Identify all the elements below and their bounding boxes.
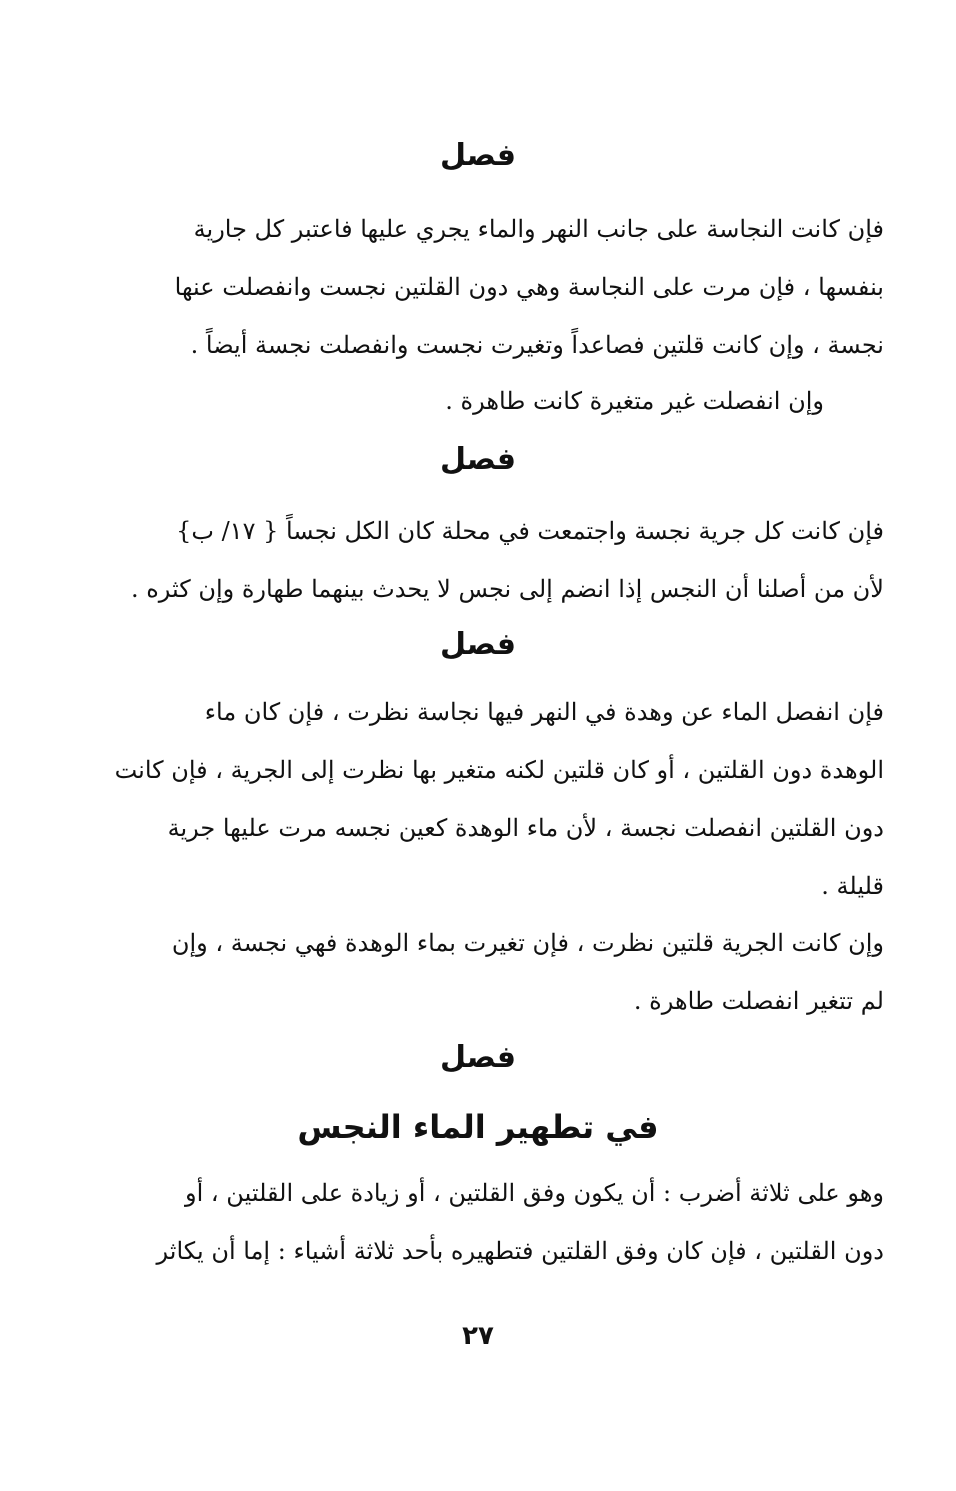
page-number: ٢٧ [462, 1321, 494, 1351]
text-line: فإن كانت كل جرية نجسة واجتمعت في محلة كان الكل نجساً { ١٧/ ب} [176, 517, 884, 545]
section-heading: فصل [440, 442, 516, 477]
text-line: دون القلتين انفصلت نجسة ، لأن ماء الوهدة كعين نجسه مرت عليها جرية [167, 814, 884, 842]
paragraph-6 [94, 1164, 884, 1280]
paragraph-5 [94, 914, 884, 1030]
text-line: قليلة . [821, 872, 884, 900]
text-line: وإن كانت الجرية قلتين نظرت ، فإن تغيرت بماء الوهدة فهي نجسة ، وإن [171, 929, 884, 957]
section-heading: فصل [440, 627, 516, 662]
text-line: وهو على ثلاثة أضرب : أن يكون وفق القلتين ، أو زيادة على القلتين ، أو [185, 1179, 884, 1207]
text-line: دون القلتين ، فإن كان وفق القلتين فتطهيره بأحد ثلاثة أشياء : إما أن يكاثر [156, 1237, 884, 1265]
text-line: لأن من أصلنا أن النجس إذا انضم إلى نجس لا يحدث بينهما طهارة وإن كثره . [130, 575, 884, 603]
text-line: بنفسها ، فإن مرت على النجاسة وهي دون القلتين نجست وانفصلت عنها [174, 273, 884, 301]
paragraph-1 [94, 200, 884, 374]
text-line: فإن انفصل الماء عن وهدة في النهر فيها نجاسة نظرت ، فإن كان ماء [204, 698, 884, 726]
section-heading: فصل [440, 1040, 516, 1075]
paragraph-4 [94, 683, 884, 915]
section-subtitle: في تطهير الماء النجس [297, 1108, 659, 1146]
text-line: لم تتغير انفصلت طاهرة . [633, 987, 884, 1015]
section-heading: فصل [440, 138, 516, 173]
paragraph-2 [34, 372, 824, 430]
paragraph-3 [94, 502, 884, 618]
text-line: فإن كانت النجاسة على جانب النهر والماء يجري عليها فاعتبر كل جارية [193, 215, 884, 243]
text-line: الوهدة دون القلتين ، أو كان قلتين لكنه متغير بها نظرت إلى الجرية ، فإن كانت [114, 756, 884, 784]
text-line: نجسة ، وإن كانت قلتين فصاعداً وتغيرت نجست وانفصلت نجسة أيضاً . [190, 331, 884, 359]
text-line: وإن انفصلت غير متغيرة كانت طاهرة . [445, 387, 824, 415]
